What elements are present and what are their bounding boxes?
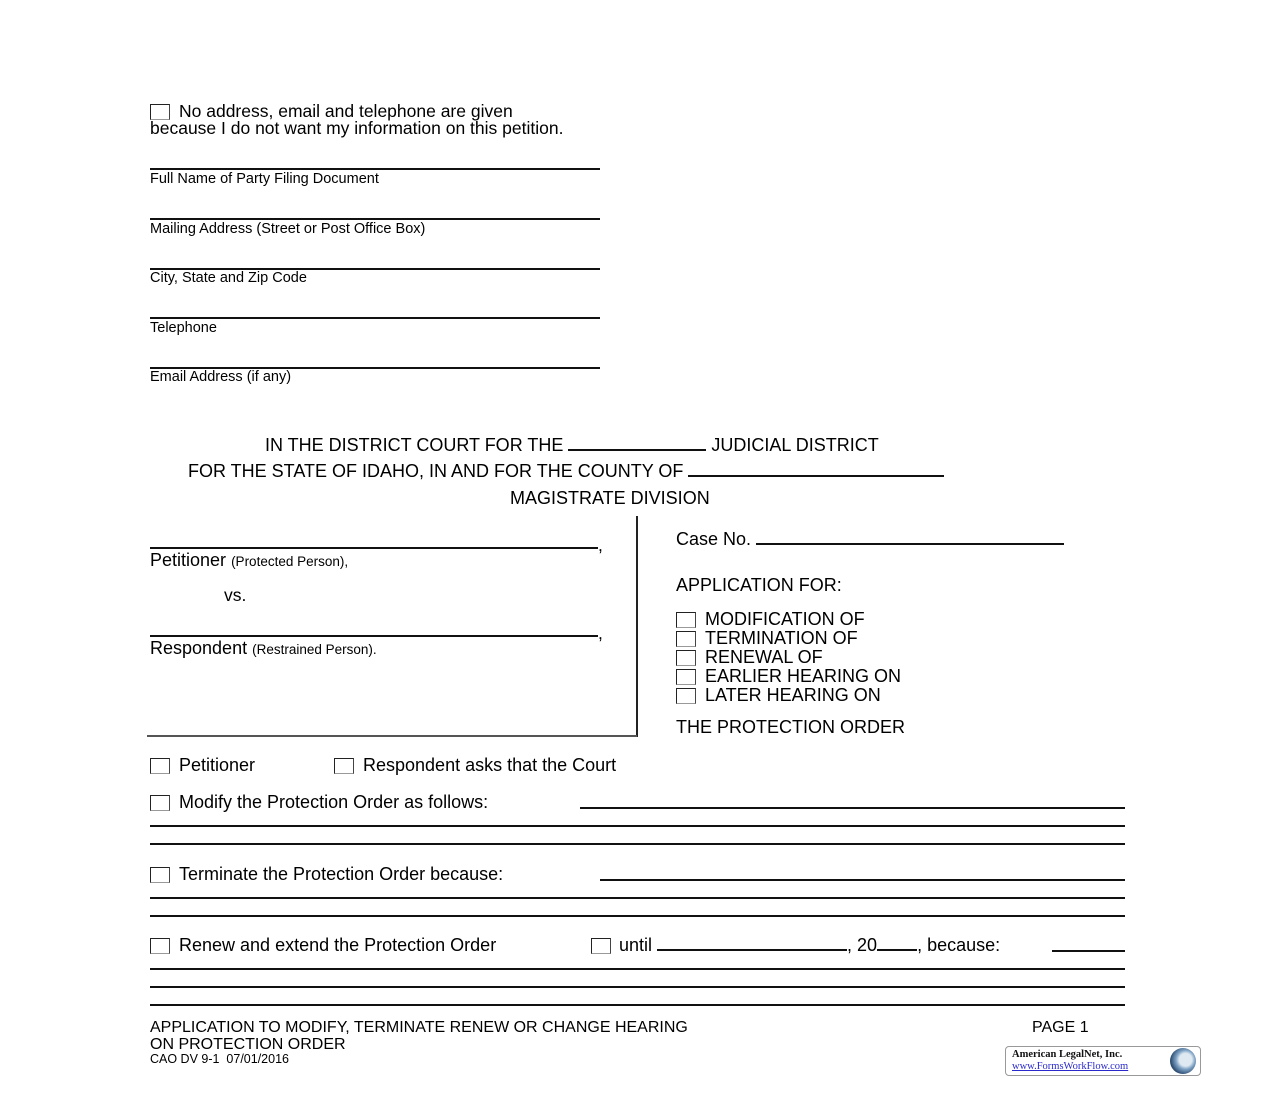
renewal-label: RENEWAL OF — [705, 647, 823, 667]
renew-field-line1[interactable] — [1052, 950, 1125, 952]
respondent-asks-label: Respondent asks that the Court — [363, 755, 617, 775]
modify-field-line2[interactable] — [150, 825, 1125, 827]
respondent-comma: , — [598, 623, 603, 643]
petitioner-asks-label: Petitioner — [179, 755, 256, 775]
logo-website-link[interactable]: www.FormsWorkFlow.com — [1012, 1061, 1129, 1072]
terminate-field-line3[interactable] — [150, 915, 1125, 917]
no-address-text-line2: because I do not want my information on this petition. — [150, 118, 564, 138]
respondent-label: Respondent — [150, 638, 248, 658]
modification-label: MODIFICATION OF — [705, 609, 865, 629]
respondent-asks-checkbox[interactable] — [334, 758, 354, 774]
page-number: PAGE 1 — [1032, 1019, 1089, 1036]
globe-icon — [1170, 1048, 1196, 1074]
county-field[interactable] — [688, 461, 944, 477]
modify-field-line3[interactable] — [150, 843, 1125, 845]
case-number-field[interactable] — [756, 529, 1064, 545]
petitioner-asks-checkbox[interactable] — [150, 758, 170, 774]
case-number-row — [676, 529, 1064, 549]
american-legalnet-logo[interactable] — [1005, 1046, 1201, 1076]
court-heading-line2 — [188, 461, 944, 481]
no-address-text-line1: No address, email and telephone are given — [179, 101, 513, 121]
footer-title-line2: ON PROTECTION ORDER — [150, 1036, 346, 1053]
modify-label: Modify the Protection Order as follows: — [179, 792, 489, 812]
respondent-caption — [150, 638, 377, 660]
respondent-name-field[interactable] — [150, 635, 598, 637]
footer-title-line1: APPLICATION TO MODIFY, TERMINATE RENEW OR CHANGE HEARING — [150, 1019, 688, 1036]
because-label: , because: — [917, 935, 1001, 955]
until-date-field[interactable] — [657, 935, 847, 951]
year-field[interactable] — [877, 935, 917, 951]
case-number-label: Case No. — [676, 529, 752, 549]
modify-checkbox[interactable] — [150, 795, 170, 811]
later-hearing-checkbox[interactable] — [676, 688, 696, 704]
modification-checkbox[interactable] — [676, 612, 696, 628]
mailing-address-label: Mailing Address (Street or Post Office Box) — [150, 221, 426, 237]
telephone-field[interactable] — [150, 317, 600, 319]
versus-text: vs. — [224, 585, 247, 605]
renew-field-line3[interactable] — [150, 986, 1125, 988]
termination-label: TERMINATION OF — [705, 628, 858, 648]
form-code: CAO DV 9-1 07/01/2016 — [150, 1052, 289, 1066]
caption-bottom-divider — [147, 735, 637, 737]
renew-field-line2[interactable] — [150, 968, 1125, 970]
earlier-hearing-checkbox[interactable] — [676, 669, 696, 685]
full-name-field[interactable] — [150, 168, 600, 170]
renew-checkbox[interactable] — [150, 938, 170, 954]
renewal-checkbox[interactable] — [676, 650, 696, 666]
petitioner-label: Petitioner — [150, 550, 227, 570]
court-line1-suffix: JUDICIAL DISTRICT — [711, 435, 879, 455]
earlier-hearing-label: EARLIER HEARING ON — [705, 666, 902, 686]
email-label: Email Address (if any) — [150, 369, 292, 385]
terminate-field-line2[interactable] — [150, 897, 1125, 899]
until-row — [619, 935, 1000, 955]
court-heading-line1 — [265, 435, 879, 455]
application-for-heading: APPLICATION FOR: — [676, 575, 842, 595]
termination-checkbox[interactable] — [676, 631, 696, 647]
logo-company-name: American LegalNet, Inc. — [1012, 1049, 1123, 1060]
the-protection-order-text: THE PROTECTION ORDER — [676, 717, 906, 737]
mailing-address-field[interactable] — [150, 218, 600, 220]
telephone-label: Telephone — [150, 320, 217, 336]
year-prefix: , 20 — [847, 935, 878, 955]
petitioner-sub: (Protected Person), — [231, 554, 349, 569]
terminate-label: Terminate the Protection Order because: — [179, 864, 504, 884]
full-name-label: Full Name of Party Filing Document — [150, 171, 379, 187]
city-state-zip-label: City, State and Zip Code — [150, 270, 307, 286]
until-checkbox[interactable] — [591, 938, 611, 954]
judicial-district-field[interactable] — [568, 435, 706, 451]
court-line1-prefix: IN THE DISTRICT COURT FOR THE — [265, 435, 564, 455]
renew-label: Renew and extend the Protection Order — [179, 935, 497, 955]
terminate-checkbox[interactable] — [150, 867, 170, 883]
petitioner-name-field[interactable] — [150, 547, 598, 549]
modify-field-line1[interactable] — [580, 807, 1125, 809]
renew-field-line4[interactable] — [150, 1004, 1125, 1006]
petitioner-comma: , — [598, 535, 603, 555]
until-label: until — [619, 935, 653, 955]
later-hearing-label: LATER HEARING ON — [705, 685, 881, 705]
petitioner-caption — [150, 550, 348, 572]
magistrate-division: MAGISTRATE DIVISION — [510, 488, 710, 508]
court-line2-prefix: FOR THE STATE OF IDAHO, IN AND FOR THE COUNTY OF — [188, 461, 684, 481]
caption-vertical-divider — [636, 516, 638, 737]
respondent-sub: (Restrained Person). — [252, 642, 377, 657]
terminate-field-line1[interactable] — [600, 879, 1125, 881]
